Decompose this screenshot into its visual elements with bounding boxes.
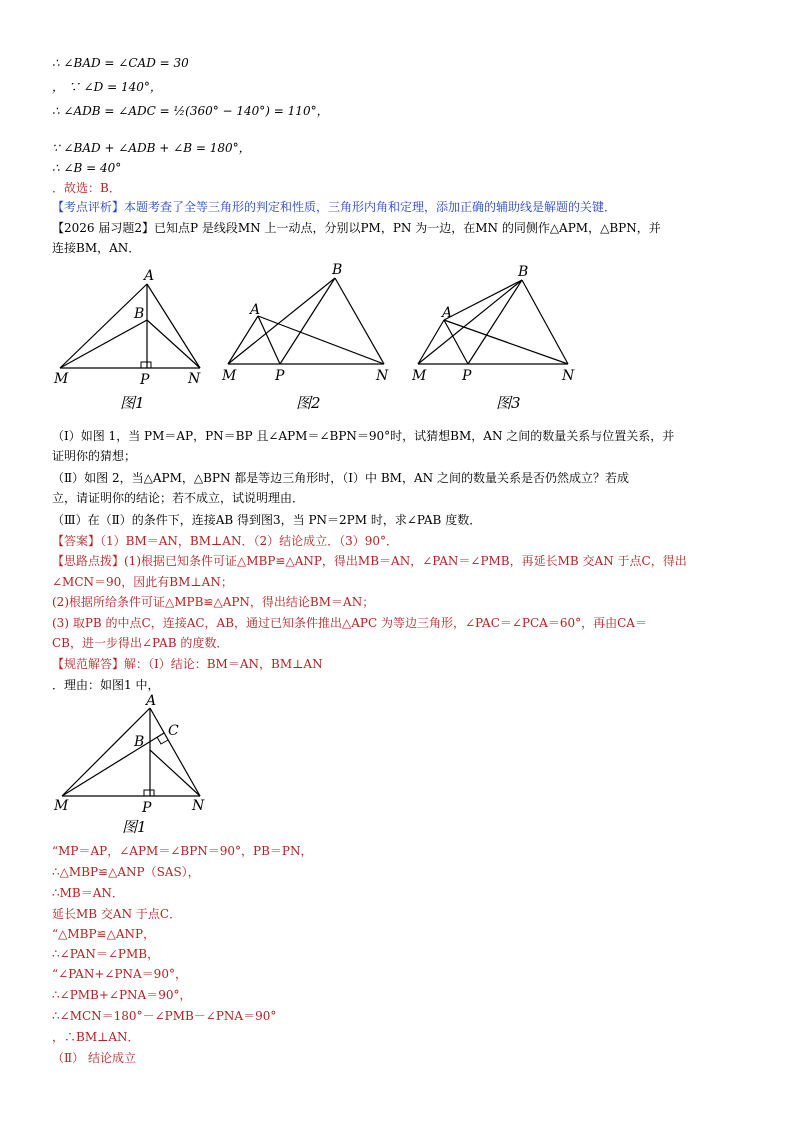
label-n: N (192, 798, 205, 814)
text-line: ∴ ∠ADB = ∠ADC = ½(360° − 140°) = 110°， (52, 104, 329, 118)
text-line: ，∴BM⊥AN． (52, 1030, 140, 1044)
text-line: 【答案】（1）BM＝AN，BM⊥AN．（2）结论成立．（3）90°． (52, 534, 399, 548)
label-b: B (134, 306, 145, 322)
text-line: （Ⅱ）如图 2，当△APM，△BPN 都是等边三角形时，（Ⅰ）中 BM，AN 之间的数量关系是否仍然成立？若成 (52, 471, 629, 485)
text-line: 延长MB 交AN 于点C． (52, 907, 182, 921)
label-n: N (188, 371, 201, 387)
label-m: M (54, 371, 69, 387)
label-n: N (562, 368, 575, 384)
text-line: CB，进一步得出∠PAB 的度数． (52, 636, 229, 650)
figure-caption: 图2 (296, 394, 321, 412)
text-line: ．故选：B． (52, 181, 121, 195)
label-p: P (140, 372, 150, 388)
label-a: A (250, 302, 261, 318)
figure-caption: 图1 (120, 394, 145, 412)
text-line: ∴MB＝AN． (52, 886, 124, 900)
figure-1 (53, 268, 201, 412)
figure-solution (52, 692, 222, 838)
label-a: A (146, 693, 157, 709)
figures-row (52, 262, 752, 422)
text-line: ∴∠PAN＝∠PMB， (52, 947, 160, 961)
figure-3 (411, 264, 575, 412)
text-line: （Ⅱ） 结论成立 (52, 1051, 136, 1065)
text-line: “△MBP≌△ANP， (52, 927, 156, 941)
figure-caption: 图1 (122, 818, 147, 836)
text-line: ∵ ∠BAD + ∠ADB + ∠B = 180°， (52, 141, 251, 155)
text-line: 【2026 届习题2】已知点P 是线段MN 上一动点，分别以PM，PN 为一边，在MN 的同侧作△APM，△BPN，并 (52, 221, 661, 235)
text-line: ∴ ∠BAD = ∠CAD = 30 (52, 56, 189, 70)
text-line: ∴△MBP≌△ANP（SAS）， (52, 865, 200, 879)
label-b: B (332, 262, 343, 278)
text-line: 立，请证明你的结论；若不成立，试说明理由． (52, 491, 305, 505)
label-a: A (144, 268, 155, 284)
text-line: (2)根据所给条件可证△MPB≌△APN，得出结论BM＝AN； (52, 595, 375, 609)
text-line: “MP＝AP，∠APM＝∠BPN＝90°，PB＝PN， (52, 844, 313, 858)
text-line: 【考点评析】本题考查了全等三角形的判定和性质，三角形内角和定理，添加正确的辅助线是解题的关键． (52, 200, 617, 214)
figure-2 (221, 262, 389, 412)
text-line: ， ∵ ∠D = 140°， (52, 80, 162, 94)
text-line: ∴∠PMB+∠PNA＝90°， (52, 988, 192, 1002)
text-line: ∠MCN＝90，因此有BM⊥AN； (52, 575, 233, 589)
text-line: （Ⅰ）如图 1，当 PM＝AP，PN＝BP 且∠APM＝∠BPN＝90°时，试猜想BM，AN 之间的数量关系与位置关系，并 (52, 429, 675, 443)
label-p: P (142, 800, 152, 816)
text-line: 连接BM，AN． (52, 241, 141, 255)
text-line: 【思路点拨】(1)根据已知条件可证△MBP≌△ANP，得出MB＝AN，∠PAN＝∠PMB，再延长MB 交AN 于点C，得出 (52, 554, 687, 568)
label-b: B (134, 734, 145, 750)
label-c: C (168, 723, 179, 739)
text-line: ．理由：如图1 中， (52, 678, 160, 692)
text-line: 证明你的猜想； (52, 449, 137, 463)
text-line: ∴∠MCN＝180°－∠PMB－∠PNA＝90° (52, 1009, 277, 1023)
label-p: P (462, 368, 472, 384)
label-m: M (222, 368, 237, 384)
label-p: P (275, 368, 285, 384)
label-m: M (412, 368, 427, 384)
figure-caption: 图3 (496, 394, 521, 412)
label-b: B (518, 264, 529, 280)
text-line: (3) 取PB 的中点C，连接AC，AB，通过已知条件推出△APC 为等边三角形，∠PAC＝∠PCA＝60°，再由CA＝ (52, 616, 647, 630)
label-n: N (376, 368, 389, 384)
label-a: A (442, 305, 453, 321)
text-line: “∠PAN+∠PNA＝90°， (52, 967, 187, 981)
text-line: ∴ ∠B = 40° (52, 161, 122, 175)
text-line: 【规范解答】解：（Ⅰ）结论：BM＝AN，BM⊥AN (52, 657, 323, 671)
label-m: M (54, 798, 69, 814)
text-line: （Ⅲ）在（Ⅱ）的条件下，连接AB 得到图3，当 PN＝2PM 时，求∠PAB 度数． (52, 513, 482, 527)
